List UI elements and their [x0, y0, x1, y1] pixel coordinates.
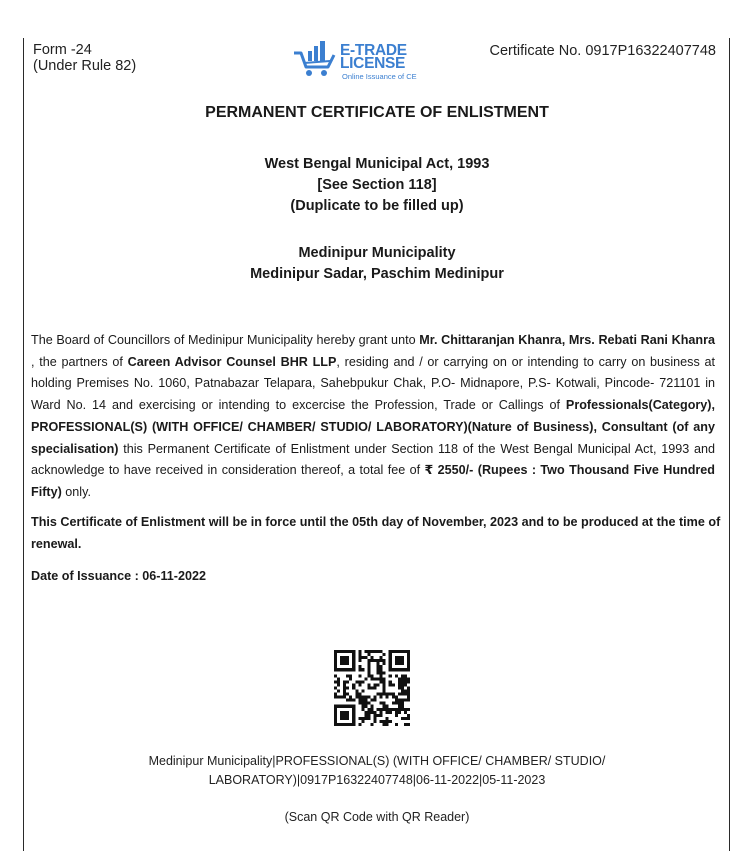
grantee-names: Mr. Chittaranjan Khanra, Mrs. Rebati Rani Khanra: [419, 333, 715, 347]
act-block: [0, 154, 754, 217]
form-number: [33, 42, 136, 74]
etrade-license-logo: [292, 39, 418, 83]
municipality-location: Medinipur Sadar, Paschim Medinipur: [250, 266, 504, 282]
certificate-number: Certificate No. 0917P16322407748: [489, 43, 716, 59]
body-text-4: this Permanent Certificate of Enlistment under Section 118 of the West Bengal Municipal Act, 1993 and acknowledge to have received in consideration thereof, a total fee of: [31, 441, 715, 478]
cart-bar-chart-icon: [292, 39, 340, 83]
fee-amount: ₹ 2550/- (Rupees : Two Thousand Five Hundred Fifty): [31, 463, 715, 499]
body-text-3: , residing and / or carrying on or intending to carry on business at holding Premises No. 1060, Patnabazar Telapara, Sahebpukur Chak, P.O- Midnapore, P.S- Kotwali, Pincode- 721101 in Ward No. 14 and exercising or intending to excercise the Profession, Trade or Callings of: [31, 354, 715, 413]
act-note: (Duplicate to be filled up): [290, 198, 464, 214]
certificate-body: [31, 330, 715, 504]
qr-caption-line2: LABORATORY)|0917P16322407748|06-11-2022|05-11-2023: [208, 773, 546, 787]
firm-name: Careen Advisor Counsel BHR LLP: [127, 354, 337, 369]
body-text-5: only.: [61, 484, 91, 499]
municipality-name: Medinipur Municipality: [298, 245, 456, 261]
business-category: Professionals(Category), PROFESSIONAL(S) (WITH OFFICE/ CHAMBER/ STUDIO/ LABORATORY)(Nature of Business), Consultant (of any specialisation): [31, 398, 715, 456]
scan-instruction: (Scan QR Code with QR Reader): [284, 810, 470, 824]
logo-text-line2: LICENSE: [340, 55, 406, 72]
page-title: PERMANENT CERTIFICATE OF ENLISTMENT: [205, 104, 549, 121]
issuance-date: Date of Issuance : 06-11-2022: [31, 569, 207, 583]
qr-caption: [0, 752, 754, 790]
authority-block: [0, 243, 754, 285]
logo-tagline: Online Issuance of CE: [342, 72, 417, 81]
body-text-1: The Board of Councillors of Medinipur Municipality hereby grant unto: [31, 333, 420, 347]
act-name: West Bengal Municipal Act, 1993: [264, 156, 490, 172]
qr-code: [334, 650, 410, 726]
act-section: [See Section 118]: [317, 177, 437, 193]
logo-text-line1: E-TRADE: [340, 42, 407, 59]
validity-statement: This Certificate of Enlistment will be in force until the 05th day of November, 2023 and to be produced at the time of renewal.: [31, 515, 721, 551]
body-text-2: , the partners of: [31, 354, 128, 369]
form-number-line: Form -24: [33, 42, 92, 58]
qr-caption-line1: Medinipur Municipality|PROFESSIONAL(S) (WITH OFFICE/ CHAMBER/ STUDIO/: [148, 754, 606, 768]
form-rule-line: (Under Rule 82): [33, 58, 137, 74]
